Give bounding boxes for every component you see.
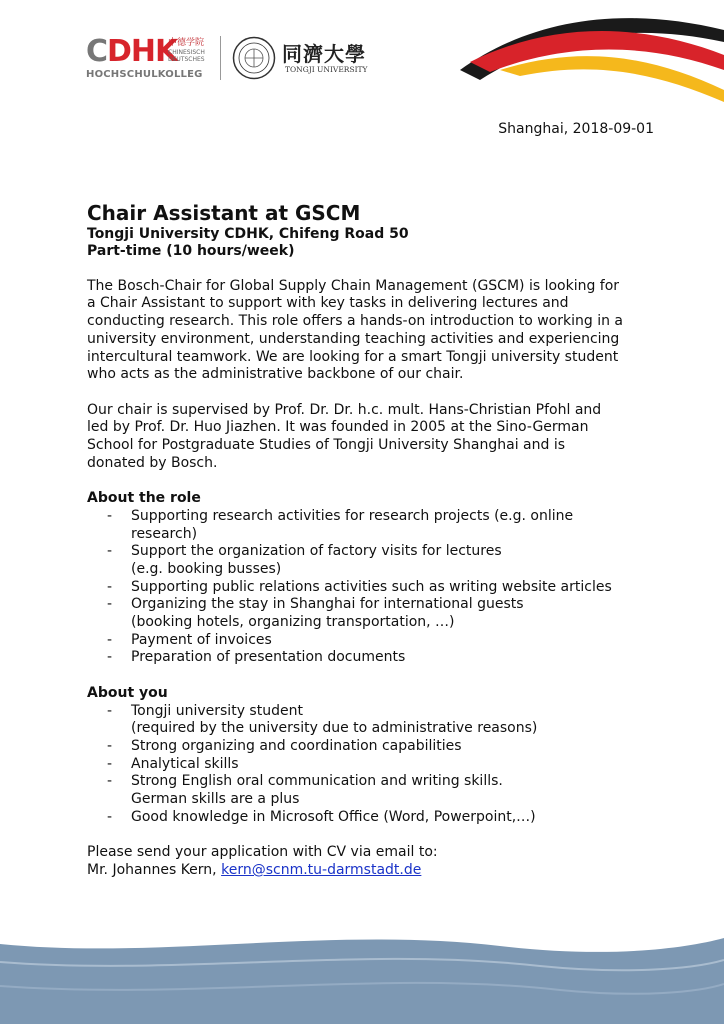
chair-line: donated by Bosch. (87, 454, 218, 471)
spacer (87, 472, 667, 490)
spacer (87, 667, 667, 685)
job-title: Chair Assistant at GSCM (87, 201, 361, 225)
list-item: - Tongji university student (required by the university due to administrative reasons) (87, 703, 667, 738)
intro-paragraph (87, 278, 667, 384)
flag-swoosh-graphic (440, 0, 724, 110)
document-date: Shanghai, 2018-09-01 (498, 121, 654, 137)
list-item: - Analytical skills (87, 756, 667, 774)
list-item: - Good knowledge in Microsoft Office (Word, Powerpoint,…) (87, 809, 667, 827)
email-link[interactable]: kern@scnm.tu-darmstadt.de (221, 861, 422, 878)
logo-divider (220, 36, 221, 80)
cdhk-logo (86, 34, 216, 82)
intro-line: university environment, understanding teaching activities and experiencing (87, 330, 620, 347)
intro-line: conducting research. This role offers a hands-on introduction to working in a (87, 313, 623, 330)
list-item: - Support the organization of factory visits for lectures (e.g. booking busses) (87, 543, 667, 578)
intro-line: intercultural teamwork. We are looking for a smart Tongji university student (87, 348, 619, 365)
chair-line: Our chair is supervised by Prof. Dr. Dr. h.c. mult. Hans-Christian Pfohl and (87, 401, 602, 418)
job-hours: Part-time (10 hours/week) (87, 243, 295, 259)
contact-name: Mr. Johannes Kern, (87, 861, 222, 878)
spacer (87, 260, 667, 278)
job-posting-body (87, 200, 667, 880)
list-item: - Strong English oral communication and writing skills. German skills are a plus (87, 773, 667, 808)
cdhk-wordmark: CDHK (86, 34, 178, 69)
about-role-heading: About the role (87, 490, 201, 507)
footer-wave-graphic (0, 930, 724, 1024)
list-item: - Supporting research activities for research projects (e.g. online research) (87, 508, 667, 543)
list-item: - Payment of invoices (87, 632, 667, 650)
tongji-chinese-name: 同濟大學 (282, 42, 366, 66)
chair-paragraph (87, 402, 667, 473)
contact-line (87, 862, 667, 880)
list-item: - Organizing the stay in Shanghai for international guests (booking hotels, organizing transportation, …) (87, 596, 667, 631)
list-item: - Supporting public relations activities such as writing website articles (87, 579, 667, 597)
spacer (87, 826, 667, 844)
contact-instruction: Please send your application with CV via email to: (87, 844, 438, 861)
tongji-english-name: TONGJI UNIVERSITY (285, 65, 368, 74)
list-item: - Strong organizing and coordination capabilities (87, 738, 667, 756)
tongji-logo (228, 36, 368, 80)
list-item: - Preparation of presentation documents (87, 649, 667, 667)
intro-line: who acts as the administrative backbone of our chair. (87, 366, 464, 383)
intro-line: a Chair Assistant to support with key tasks in delivering lectures and (87, 295, 569, 312)
contact-block (87, 844, 667, 879)
job-location: Tongji University CDHK, Chifeng Road 50 (87, 226, 409, 242)
cdhk-subtitle: HOCHSCHULKOLLEG (86, 69, 203, 80)
tongji-seal-icon (232, 36, 276, 80)
spacer (87, 384, 667, 402)
about-you-list (87, 703, 667, 827)
about-role-list (87, 508, 667, 667)
intro-line: The Bosch-Chair for Global Supply Chain Management (GSCM) is looking for (87, 277, 620, 294)
chair-line: School for Postgraduate Studies of Tongji University Shanghai and is (87, 437, 566, 453)
cdhk-chinese-name: 中德学院 (168, 38, 205, 48)
letterhead (0, 0, 724, 100)
cdhk-german-name: CHINESISCH DEUTSCHES (168, 49, 205, 63)
about-you-heading: About you (87, 684, 168, 701)
chair-line: led by Prof. Dr. Huo Jiazhen. It was founded in 2005 at the Sino-German (87, 419, 589, 436)
